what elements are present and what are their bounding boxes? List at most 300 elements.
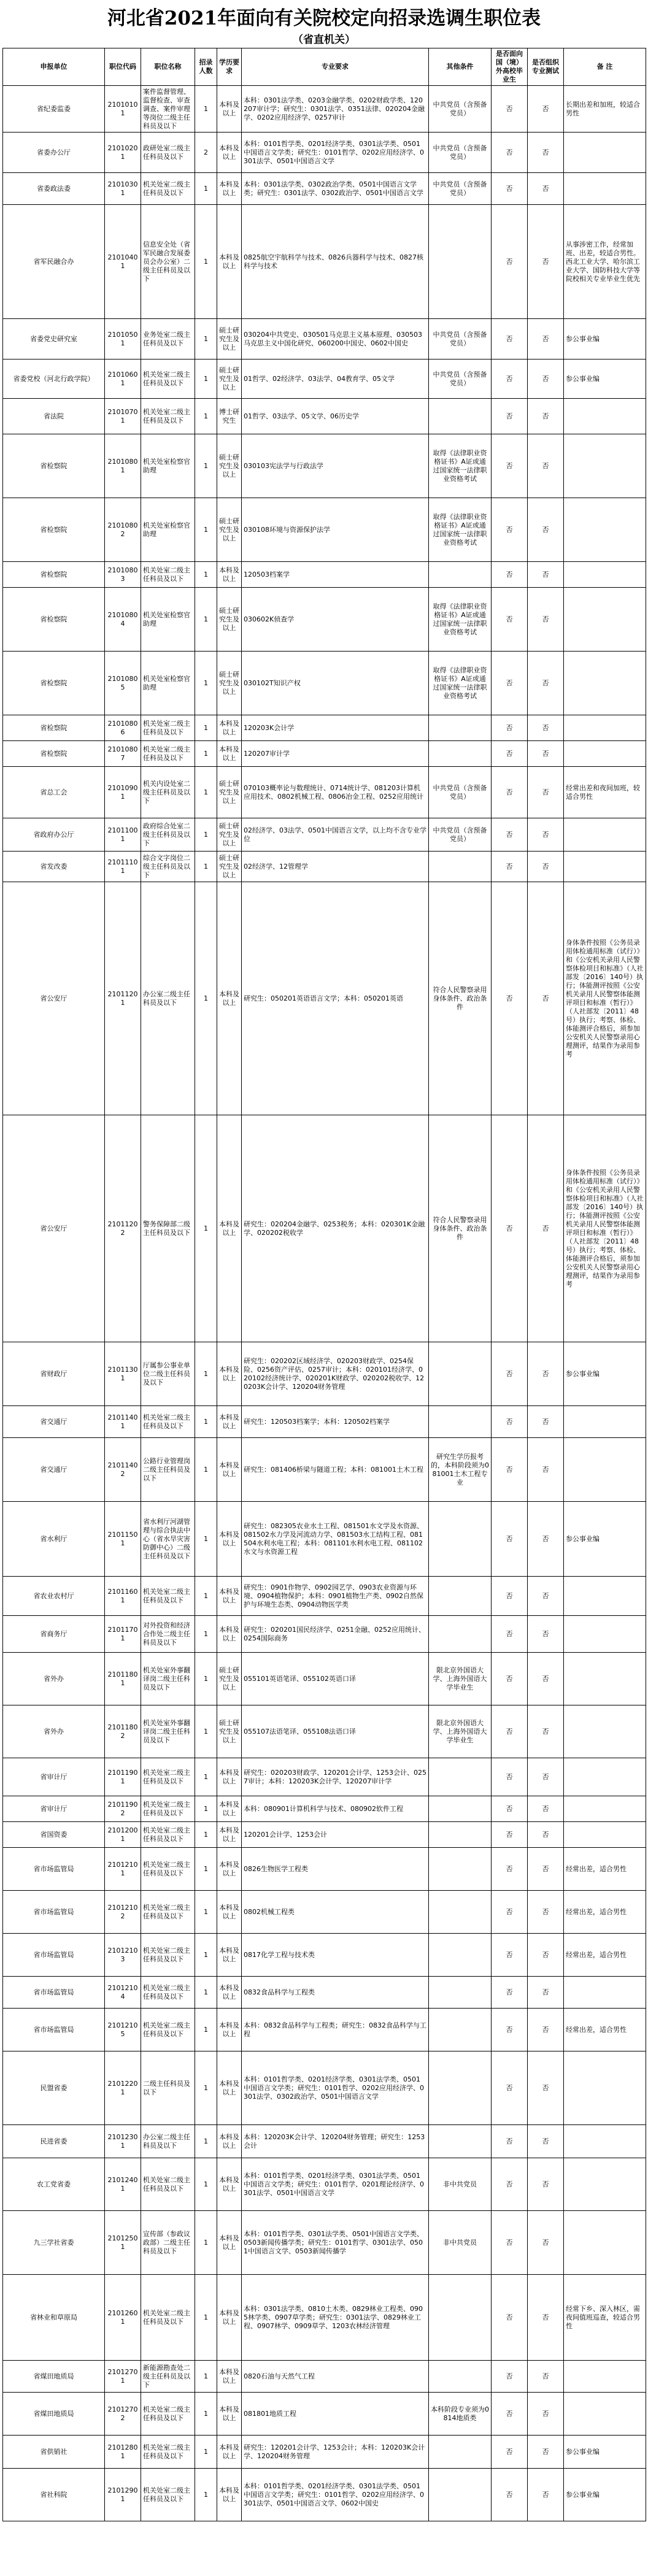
cell-major: 055101英语笔译、055102英语口译 [242,1653,429,1705]
cell-code: 21011301 [105,1342,141,1406]
cell-code: 21010804 [105,588,141,652]
cell-count: 1 [195,1934,217,1977]
cell-major: 081801地质工程 [242,2393,429,2436]
cell-remark [564,1977,646,2009]
cell-count: 1 [195,652,217,715]
cell-overseas: 否 [492,1796,528,1822]
cell-test: 否 [528,1796,564,1822]
table-row [3,319,646,359]
cell-major: 研究生：050201英语语言文学；本科：050201英语 [242,882,429,1115]
cell-count: 1 [195,1758,217,1796]
cell-code: 21011901 [105,1758,141,1796]
cell-count: 1 [195,359,217,399]
cell-overseas: 否 [492,1406,528,1438]
cell-remark [564,1758,646,1796]
cell-other [429,2436,492,2469]
cell-code: 21010806 [105,715,141,741]
cell-code: 21011801 [105,1653,141,1705]
cell-other [429,2275,492,2361]
cell-position: 机关处室检察官助理 [141,434,195,498]
cell-other [429,1977,492,2009]
cell-position: 机关处室检察官助理 [141,588,195,652]
cell-major: 本科：0832食品科学与工程类；研究生：0832食品科学与工程 [242,2009,429,2051]
cell-count: 1 [195,1848,217,1891]
cell-other: 中共党员（含预备党员） [429,359,492,399]
cell-count: 1 [195,2361,217,2393]
cell-education: 本科及以上 [217,86,242,133]
cell-education: 本科及以上 [217,1934,242,1977]
cell-remark [564,1616,646,1653]
table-row [3,498,646,562]
cell-major: 120203K会计学 [242,715,429,741]
cell-remark [564,741,646,767]
cell-code: 21012301 [105,2125,141,2158]
cell-test: 否 [528,1891,564,1934]
cell-count: 1 [195,86,217,133]
cell-count: 1 [195,818,217,852]
table-row [3,1977,646,2009]
cell-count: 1 [195,2436,217,2469]
cell-position: 机关处室二级主任科员及以下 [141,715,195,741]
table-row [3,1406,646,1438]
cell-major: 本科：080901计算机科学与技术、080902软件工程 [242,1796,429,1822]
cell-overseas: 否 [492,2436,528,2469]
cell-unit: 省市场监管局 [3,1891,105,1934]
cell-unit: 省交通厅 [3,1438,105,1502]
cell-unit: 九三学社省委 [3,2211,105,2275]
table-row [3,588,646,652]
cell-remark: 身体条件按照《公务员录用体检通用标准（试行）》和《公安机关录用人民警察体检项目和标准》（人社部发〔2016〕140号）执行；体能测评按照《公安机关录用人民警察体能测评项目和标准（暂行）》（人社部发〔2011〕48号）执行；考察、体检、体能测评合格后，须参加公安机关人民警察录用心理测评，结果作为录用参考 [564,1115,646,1342]
cell-count: 1 [195,1977,217,2009]
cell-unit: 省军民融合办 [3,205,105,319]
table-header-row [3,48,646,86]
cell-remark [564,2158,646,2211]
table-row [3,359,646,399]
cell-count: 1 [195,741,217,767]
cell-count: 1 [195,882,217,1115]
cell-position: 二级主任科员及以下 [141,2051,195,2125]
table-row [3,852,646,882]
table-row [3,1502,646,1577]
cell-unit: 省检察院 [3,652,105,715]
cell-code: 21010805 [105,652,141,715]
cell-position: 新能源勘查处二级主任科员及以下 [141,2361,195,2393]
cell-test: 否 [528,86,564,133]
cell-count: 1 [195,1653,217,1705]
cell-other: 限北京外国语大学、上海外国语大学毕业生 [429,1705,492,1758]
cell-unit: 省交通厅 [3,1406,105,1438]
cell-other: 中共党员（含预备党员） [429,133,492,173]
cell-education: 硕士研究生及以上 [217,1653,242,1705]
cell-test: 否 [528,562,564,588]
cell-test: 否 [528,2469,564,2521]
cell-position: 机关处室二级主任科员及以下 [141,1891,195,1934]
cell-education: 硕士研究生及以上 [217,498,242,562]
header-count: 招录人数 [195,48,217,86]
cell-overseas: 否 [492,399,528,434]
cell-position: 综合文字岗位二级主任科员及以下 [141,852,195,882]
cell-count: 1 [195,2158,217,2211]
header-education: 学历要求 [217,48,242,86]
cell-code: 21012401 [105,2158,141,2211]
cell-code: 21010807 [105,741,141,767]
cell-overseas: 否 [492,741,528,767]
cell-education: 本科及以上 [217,2211,242,2275]
cell-other: 限北京外国语大学、上海外国语大学毕业生 [429,1653,492,1705]
cell-other [429,1848,492,1891]
table-row [3,715,646,741]
header-position: 职位名称 [141,48,195,86]
cell-overseas: 否 [492,1891,528,1934]
cell-code: 21011001 [105,818,141,852]
cell-remark [564,2361,646,2393]
cell-major: 研究生：120503档案学；本科：120502档案学 [242,1406,429,1438]
cell-remark: 参公事业编 [564,359,646,399]
cell-overseas: 否 [492,359,528,399]
cell-remark [564,715,646,741]
cell-position: 机关处室二级主任科员及以下 [141,2158,195,2211]
cell-major: 02经济学、12管理学 [242,852,429,882]
cell-education: 本科及以上 [217,1977,242,2009]
cell-major: 研究生：020204金融学、0253税务；本科：020301K金融学、020202税收学 [242,1115,429,1342]
cell-other [429,852,492,882]
cell-other [429,1502,492,1577]
cell-overseas: 否 [492,2361,528,2393]
cell-count: 1 [195,1342,217,1406]
cell-code: 21010901 [105,767,141,818]
header-major: 专业要求 [242,48,429,86]
cell-education: 本科及以上 [217,562,242,588]
cell-overseas: 否 [492,434,528,498]
cell-test: 否 [528,1502,564,1577]
cell-education: 本科及以上 [217,1577,242,1616]
cell-position: 办公室二级主任科员及以下 [141,882,195,1115]
cell-test: 否 [528,1653,564,1705]
cell-position: 机关处室检察官助理 [141,652,195,715]
cell-code: 21012101 [105,1848,141,1891]
cell-position: 机关处室二级主任科员及以下 [141,1822,195,1848]
cell-education: 博士研究生 [217,399,242,434]
cell-count: 1 [195,1502,217,1577]
cell-education: 本科及以上 [217,173,242,205]
cell-count: 1 [195,1438,217,1502]
cell-count: 1 [195,1705,217,1758]
cell-code: 21010802 [105,498,141,562]
cell-position: 机关处室二级主任科员及以下 [141,1758,195,1796]
cell-test: 否 [528,2275,564,2361]
cell-code: 21011402 [105,1438,141,1502]
page-subtitle: （省直机关） [293,34,355,46]
cell-overseas: 否 [492,2211,528,2275]
cell-count: 1 [195,2051,217,2125]
cell-education: 本科及以上 [217,1822,242,1848]
cell-remark [564,1577,646,1616]
cell-major: 120503档案学 [242,562,429,588]
table-row [3,2436,646,2469]
cell-test: 否 [528,205,564,319]
cell-remark: 经常出差，适合男性 [564,2009,646,2051]
cell-major: 研究生：082305农业水土工程、081501水文学及水资源、081502水力学及河流动力学、081503水工结构工程、081504水利水电工程；本科：081101水利水电工程、081102水文与水资源工程 [242,1502,429,1577]
table-row [3,562,646,588]
cell-position: 机关处室二级主任科员及以下 [141,1934,195,1977]
cell-position: 机关处室二级主任科员及以下 [141,2469,195,2521]
table-row [3,652,646,715]
cell-position: 机关处室二级主任科员及以下 [141,1848,195,1891]
cell-test: 否 [528,652,564,715]
cell-overseas: 否 [492,715,528,741]
cell-count: 1 [195,1796,217,1822]
cell-test: 否 [528,434,564,498]
cell-other [429,205,492,319]
cell-other [429,2125,492,2158]
cell-unit: 省总工会 [3,767,105,818]
table-row [3,1934,646,1977]
table-row [3,399,646,434]
cell-position: 政府综合处室二级主任科员及以下 [141,818,195,852]
table-row [3,2469,646,2521]
cell-position: 机关处室二级主任科员及以下 [141,2009,195,2051]
cell-count: 1 [195,434,217,498]
cell-test: 否 [528,1115,564,1342]
table-row [3,2051,646,2125]
cell-unit: 省委政法委 [3,173,105,205]
cell-education: 本科及以上 [217,2051,242,2125]
cell-test: 否 [528,319,564,359]
cell-test: 否 [528,1705,564,1758]
cell-major: 本科：0101哲学类、0201经济学类、0301法学类、0501中国语言文学类；研究生：0101哲学、0202应用经济学、0301法学、0501中国语言文学、0602中国史 [242,2469,429,2521]
table-row [3,2211,646,2275]
cell-position: 公路行业管理岗二级主任科员及以下 [141,1438,195,1502]
cell-education: 硕士研究生及以上 [217,434,242,498]
cell-education: 本科及以上 [217,2469,242,2521]
cell-overseas: 否 [492,1977,528,2009]
cell-remark [564,1705,646,1758]
cell-position: 机关内设处室二级主任科员及以下 [141,767,195,818]
cell-code: 21010801 [105,434,141,498]
cell-other [429,2051,492,2125]
cell-education: 本科及以上 [217,2393,242,2436]
cell-test: 否 [528,818,564,852]
cell-other: 取得《法律职业资格证书》A证或通过国家统一法律职业资格考试 [429,588,492,652]
cell-unit: 省公安厅 [3,1115,105,1342]
cell-education: 本科及以上 [217,1342,242,1406]
table-row [3,882,646,1115]
cell-unit: 省农业农村厅 [3,1577,105,1616]
cell-major: 研究生：120201会计学、1253会计；本科：120203K会计学、120204财务管理 [242,2436,429,2469]
cell-test: 否 [528,2009,564,2051]
cell-unit: 省公安厅 [3,882,105,1115]
cell-education: 本科及以上 [217,1502,242,1577]
cell-major: 本科：0301法学类、0302政治学类、0501中国语言文学类；研究生：0301法学、0302政治学、0501中国语言文学 [242,173,429,205]
header-unit: 申报单位 [3,48,105,86]
cell-major: 0832食品科学与工程类 [242,1977,429,2009]
cell-test: 否 [528,2051,564,2125]
cell-major: 0825航空宇航科学与技术、0826兵器科学与技术、0827核科学与技术 [242,205,429,319]
cell-unit: 省供销社 [3,2436,105,2469]
cell-unit: 省检察院 [3,715,105,741]
cell-unit: 省审计厅 [3,1758,105,1796]
cell-count: 1 [195,852,217,882]
cell-remark [564,173,646,205]
cell-count: 1 [195,715,217,741]
cell-unit: 省财政厅 [3,1342,105,1406]
cell-unit: 省审计厅 [3,1796,105,1822]
cell-code: 21012001 [105,1822,141,1848]
cell-remark: 经常下乡、深入林区，需夜间值班巡查，较适合男性 [564,2275,646,2361]
cell-overseas: 否 [492,818,528,852]
cell-count: 1 [195,767,217,818]
cell-code: 21011201 [105,882,141,1115]
cell-overseas: 否 [492,2051,528,2125]
cell-position: 机关处室二级主任科员及以下 [141,2393,195,2436]
cell-major: 120201会计学、1253会计 [242,1822,429,1848]
cell-unit: 省法院 [3,399,105,434]
cell-count: 1 [195,1577,217,1616]
cell-education: 本科及以上 [217,1758,242,1796]
cell-remark [564,2393,646,2436]
cell-overseas: 否 [492,562,528,588]
cell-other: 本科阶段专业须为0814地质类 [429,2393,492,2436]
cell-count: 2 [195,133,217,173]
cell-major: 01哲学、03法学、05文学、06历史学 [242,399,429,434]
cell-education: 硕士研究生及以上 [217,588,242,652]
cell-position: 机关处室二级主任科员及以下 [141,173,195,205]
cell-unit: 省商务厅 [3,1616,105,1653]
cell-major: 030103宪法学与行政法学 [242,434,429,498]
cell-unit: 省检察院 [3,741,105,767]
cell-overseas: 否 [492,767,528,818]
cell-other: 符合人民警察录用身体条件、政治条件 [429,1115,492,1342]
cell-other: 中共党员（含预备党员） [429,86,492,133]
cell-code: 21012801 [105,2436,141,2469]
cell-count: 1 [195,2125,217,2158]
cell-unit: 省委党史研究室 [3,319,105,359]
cell-code: 21012104 [105,1977,141,2009]
cell-major: 030602K侦查学 [242,588,429,652]
cell-education: 本科及以上 [217,2009,242,2051]
cell-test: 否 [528,399,564,434]
header-other: 其他条件 [429,48,492,86]
cell-education: 本科及以上 [217,2275,242,2361]
cell-overseas: 否 [492,1848,528,1891]
cell-code: 21011101 [105,852,141,882]
cell-remark: 参公事业编 [564,2436,646,2469]
cell-code: 21010501 [105,319,141,359]
cell-count: 1 [195,588,217,652]
cell-test: 否 [528,1406,564,1438]
cell-test: 否 [528,2158,564,2211]
cell-position: 机关处室二级主任科员及以下 [141,741,195,767]
cell-remark [564,1653,646,1705]
cell-unit: 省煤田地质局 [3,2361,105,2393]
cell-test: 否 [528,1577,564,1616]
cell-major: 02经济学、03法学、0501中国语言文学，以上均不含专业学位 [242,818,429,852]
cell-major: 030108环境与资源保护法学 [242,498,429,562]
cell-other: 中共党员（含预备党员） [429,818,492,852]
cell-test: 否 [528,2211,564,2275]
table-row [3,2393,646,2436]
cell-position: 机关处室二级主任科员及以下 [141,2275,195,2361]
table-row [3,2275,646,2361]
cell-overseas: 否 [492,1438,528,1502]
cell-count: 1 [195,1891,217,1934]
cell-overseas: 否 [492,1342,528,1406]
cell-overseas: 否 [492,2275,528,2361]
cell-unit: 省检察院 [3,562,105,588]
cell-unit: 省国资委 [3,1822,105,1848]
cell-position: 机关处室二级主任科员及以下 [141,1577,195,1616]
cell-remark [564,434,646,498]
cell-unit: 省委党校（河北行政学院） [3,359,105,399]
cell-count: 1 [195,205,217,319]
header-overseas: 是否面向国（境）外高校毕业生 [492,48,528,86]
cell-unit: 省市场监管局 [3,1848,105,1891]
cell-code: 21011902 [105,1796,141,1822]
cell-overseas: 否 [492,882,528,1115]
cell-test: 否 [528,2436,564,2469]
cell-other: 中共党员（含预备党员） [429,173,492,205]
cell-major: 070103概率论与数理统计、0714统计学、081203计算机应用技术、0802机械工程、0806冶金工程、0252应用统计 [242,767,429,818]
cell-other: 研究生学历报考的，本科阶段须为081001土木工程专业 [429,1438,492,1502]
cell-code: 21011802 [105,1705,141,1758]
cell-test: 否 [528,1822,564,1848]
cell-position: 机关处室二级主任科员及以下 [141,399,195,434]
positions-table [2,48,646,2521]
cell-education: 本科及以上 [217,2125,242,2158]
cell-test: 否 [528,588,564,652]
cell-overseas: 否 [492,1577,528,1616]
cell-unit: 省政府办公厅 [3,818,105,852]
cell-position: 业务处室二级主任科员及以下 [141,319,195,359]
cell-count: 1 [195,498,217,562]
cell-education: 本科及以上 [217,1438,242,1502]
cell-test: 否 [528,1977,564,2009]
table-row [3,86,646,133]
cell-other [429,715,492,741]
cell-position: 机关处室检察官助理 [141,498,195,562]
cell-remark: 参公事业编 [564,1342,646,1406]
cell-major: 0820石油与天然气工程 [242,2361,429,2393]
cell-position: 机关处室二级主任科员及以下 [141,1406,195,1438]
cell-unit: 省水利厅 [3,1502,105,1577]
cell-education: 本科及以上 [217,1115,242,1342]
cell-major: 本科：0101哲学类、0301法学类、0501中国语言文学类、0503新闻传播学类；研究生：0101哲学、0301法学、0501中国语言文学、0503新闻传播学 [242,2211,429,2275]
cell-overseas: 否 [492,173,528,205]
cell-remark: 经常出差，适合男性 [564,1891,646,1934]
cell-overseas: 否 [492,205,528,319]
cell-position: 办公室二级主任科员及以下 [141,2125,195,2158]
cell-other [429,1406,492,1438]
cell-code: 21011202 [105,1115,141,1342]
table-row [3,1848,646,1891]
cell-unit: 民盟省委 [3,2051,105,2125]
cell-count: 1 [195,173,217,205]
cell-test: 否 [528,1342,564,1406]
cell-education: 硕士研究生及以上 [217,852,242,882]
cell-remark [564,652,646,715]
cell-major: 0817化学工程与技术类 [242,1934,429,1977]
cell-education: 本科及以上 [217,2158,242,2211]
cell-test: 否 [528,767,564,818]
cell-remark: 经常出差和夜间加班，较适合男性 [564,767,646,818]
table-row [3,1822,646,1848]
cell-code: 21012901 [105,2469,141,2521]
cell-other: 取得《法律职业资格证书》A证或通过国家统一法律职业资格考试 [429,498,492,562]
cell-other: 符合人民警察录用身体条件、政治条件 [429,882,492,1115]
cell-unit: 省委办公厅 [3,133,105,173]
cell-other: 非中共党员 [429,2158,492,2211]
document-page [0,6,648,2521]
